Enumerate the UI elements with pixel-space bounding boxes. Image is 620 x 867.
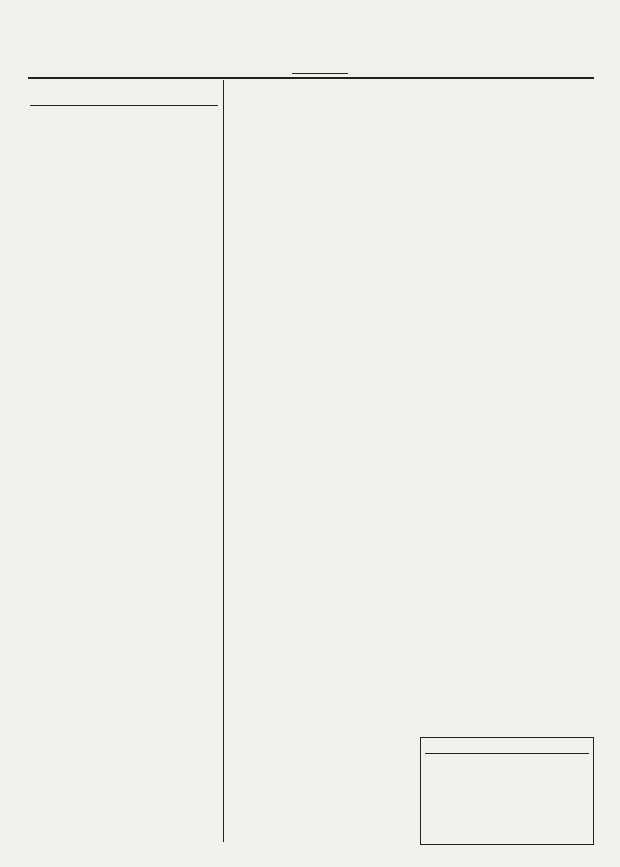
kicker-underline [30,105,218,106]
header-rule [28,77,594,79]
column-divider [223,80,224,842]
article-column-2 [420,252,596,722]
stats-box [420,737,594,845]
ad-body [231,500,413,700]
section-underline [292,73,348,74]
stats-rule [425,753,589,754]
column-body [30,150,218,840]
article-column-1 [231,252,411,492]
ad-box [231,494,413,844]
